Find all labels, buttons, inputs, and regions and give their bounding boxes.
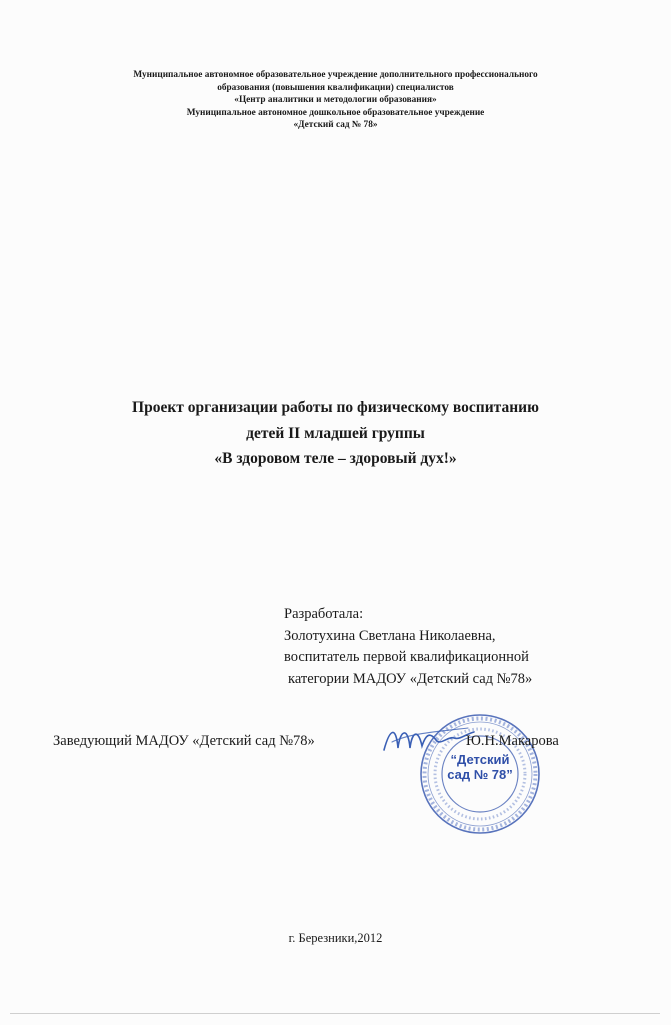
scan-edge-divider [10, 1013, 660, 1014]
author-line: Золотухина Светлана Николаевна, [284, 627, 496, 644]
institution-header [40, 69, 631, 132]
project-title [40, 395, 631, 472]
author-block [284, 604, 532, 690]
stamp-line: сад № 78” [447, 767, 513, 782]
title-line: «В здоровом теле – здоровый дух!» [214, 450, 457, 467]
signature-icon [378, 720, 478, 760]
header-line: «Детский сад № 78» [293, 120, 378, 130]
header-line: образования (повышения квалификации) специалистов [217, 82, 454, 93]
head-position: Заведующий МАДОУ «Детский сад №78» [53, 733, 315, 749]
place-year: г. Березники,2012 [288, 931, 383, 945]
author-line: категории МАДОУ «Детский сад №78» [288, 670, 533, 687]
author-line: воспитатель первой квалификационной [284, 649, 529, 665]
title-line: детей II младшей группы [246, 424, 425, 442]
title-line: Проект организации работы по физическому воспитанию [132, 399, 539, 416]
header-line: «Центр аналитики и методологии образования» [234, 95, 437, 105]
head-name: Ю.Н.Макарова [466, 733, 559, 749]
header-line: Муниципальное автономное дошкольное образовательное учреждение [186, 107, 485, 118]
header-line: Муниципальное автономное образовательное учреждение дополнительного профессионального [133, 70, 538, 80]
stamp-line: “Детский [450, 752, 510, 767]
author-line: Разработала: [284, 606, 364, 622]
